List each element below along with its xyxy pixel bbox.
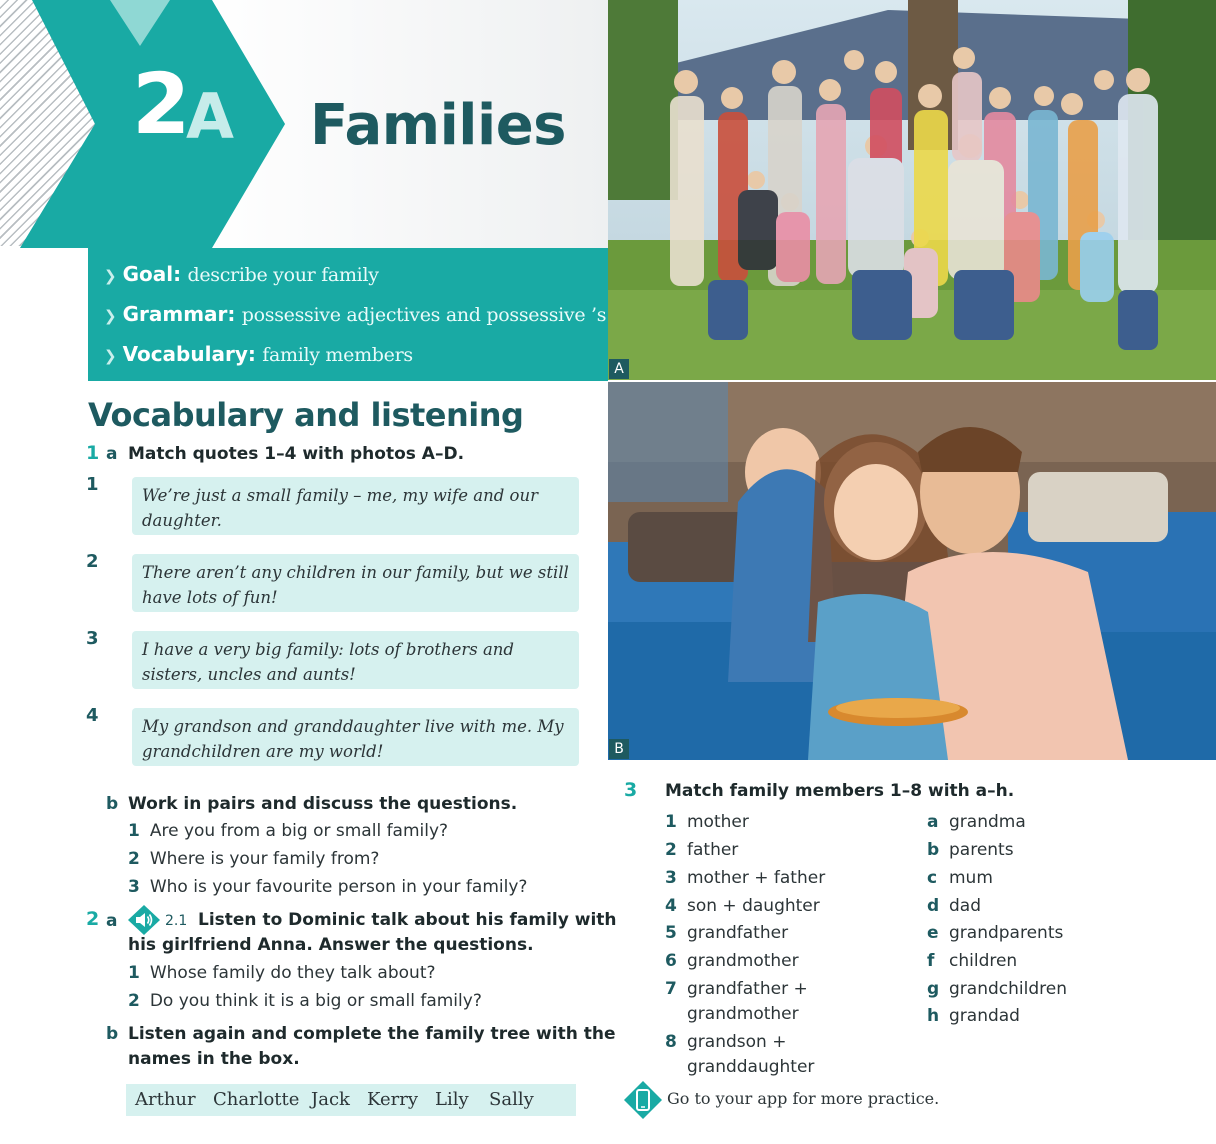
photo-a-big-family (608, 0, 1216, 380)
ex2-number: 2 (86, 908, 100, 930)
unit-letter: A (186, 80, 234, 153)
name-word: Charlotte (213, 1089, 300, 1110)
question-item: 3 Who is your favourite person in your family? (128, 877, 528, 897)
quote-box: My grandson and granddaughter live with me. My grandchildren are my world! (132, 708, 579, 766)
goal-text: describe your family (187, 264, 379, 286)
match-right-item: a grandma (927, 812, 1026, 832)
unit-number: 2 (132, 55, 188, 153)
track-number: 2.1 (165, 913, 188, 929)
name-word: Arthur (135, 1089, 196, 1110)
ex3-number: 3 (624, 779, 638, 801)
match-left-item: 8 grandson + (665, 1032, 787, 1052)
goals-box (88, 248, 608, 381)
ex2b-instruction-line1: Listen again and complete the family tree with the (128, 1024, 616, 1044)
grammar-text: possessive adjectives and possessive ’s (241, 304, 607, 326)
name-word: Jack (311, 1089, 350, 1110)
ex2a-instruction-line2: his girlfriend Anna. Answer the questions. (128, 935, 534, 955)
ex1b-letter: b (106, 794, 119, 814)
match-left-item: 3 mother + father (665, 868, 826, 888)
quote-box: There aren’t any children in our family, but we still have lots of fun! (132, 554, 579, 612)
ex2a-letter: a (106, 911, 118, 931)
ex2a-instruction-line1: Listen to Dominic talk about his family with (198, 910, 617, 930)
photo-b-small-family (608, 382, 1216, 760)
chevron-right-icon: ❯ (104, 267, 117, 285)
match-right-item: d dad (927, 896, 981, 916)
question-item: 2 Do you think it is a big or small family? (128, 991, 482, 1011)
match-left-item: 2 father (665, 840, 739, 860)
question-item: 1 Are you from a big or small family? (128, 821, 449, 841)
vocabulary-text: family members (262, 344, 413, 366)
match-left-item: 6 grandmother (665, 951, 799, 971)
quote-box: I have a very big family: lots of brothers and sisters, uncles and aunts! (132, 631, 579, 689)
grammar-label: Grammar: (122, 302, 236, 326)
photo-label-b: B (609, 739, 629, 759)
section-title: Vocabulary and listening (88, 396, 524, 434)
match-left-item-cont: granddaughter (687, 1057, 815, 1077)
match-right-item: e grandparents (927, 923, 1064, 943)
match-right-item: f children (927, 951, 1018, 971)
quote-number: 2 (86, 551, 99, 572)
ex2b-instruction-line2: names in the box. (128, 1049, 300, 1069)
chevron-right-icon: ❯ (104, 307, 117, 325)
quote-number: 1 (86, 474, 99, 495)
goal-label: Goal: (122, 262, 182, 286)
match-left-item-cont: grandmother (687, 1004, 799, 1024)
name-word: Lily (435, 1089, 469, 1110)
ex3-instruction: Match family members 1–8 with a–h. (665, 781, 1015, 801)
quote-number: 4 (86, 705, 99, 726)
grammar-line (104, 302, 606, 326)
page-title: Families (310, 93, 567, 158)
vocabulary-line (104, 342, 413, 366)
question-item: 2 Where is your family from? (128, 849, 380, 869)
question-item: 1 Whose family do they talk about? (128, 963, 436, 983)
ex1a-instruction: Match quotes 1–4 with photos A–D. (128, 444, 465, 464)
name-word: Kerry (367, 1089, 418, 1110)
name-box (126, 1084, 576, 1116)
match-left-item: 4 son + daughter (665, 896, 820, 916)
match-right-item: c mum (927, 868, 993, 888)
match-right-item: h grandad (927, 1006, 1020, 1026)
chevron-right-icon: ❯ (104, 347, 117, 365)
mobile-app-icon[interactable] (623, 1080, 663, 1120)
match-left-item: 5 grandfather (665, 923, 789, 943)
goal-line (104, 262, 379, 286)
photo-label-a: A (609, 359, 629, 379)
ex1-number: 1 (86, 442, 100, 464)
quote-number: 3 (86, 628, 99, 649)
name-word: Sally (489, 1089, 534, 1110)
match-left-item: 7 grandfather + (665, 979, 808, 999)
ex1b-instruction: Work in pairs and discuss the questions. (128, 794, 518, 814)
app-practice-note: Go to your app for more practice. (667, 1089, 940, 1108)
match-right-item: g grandchildren (927, 979, 1067, 999)
vocabulary-label: Vocabulary: (122, 342, 256, 366)
ex1a-letter: a (106, 444, 118, 464)
match-left-item: 1 mother (665, 812, 749, 832)
match-right-item: b parents (927, 840, 1014, 860)
quote-box: We’re just a small family – me, my wife and our daughter. (132, 477, 579, 535)
ex2b-letter: b (106, 1024, 119, 1044)
audio-speaker-icon[interactable] (127, 904, 161, 936)
